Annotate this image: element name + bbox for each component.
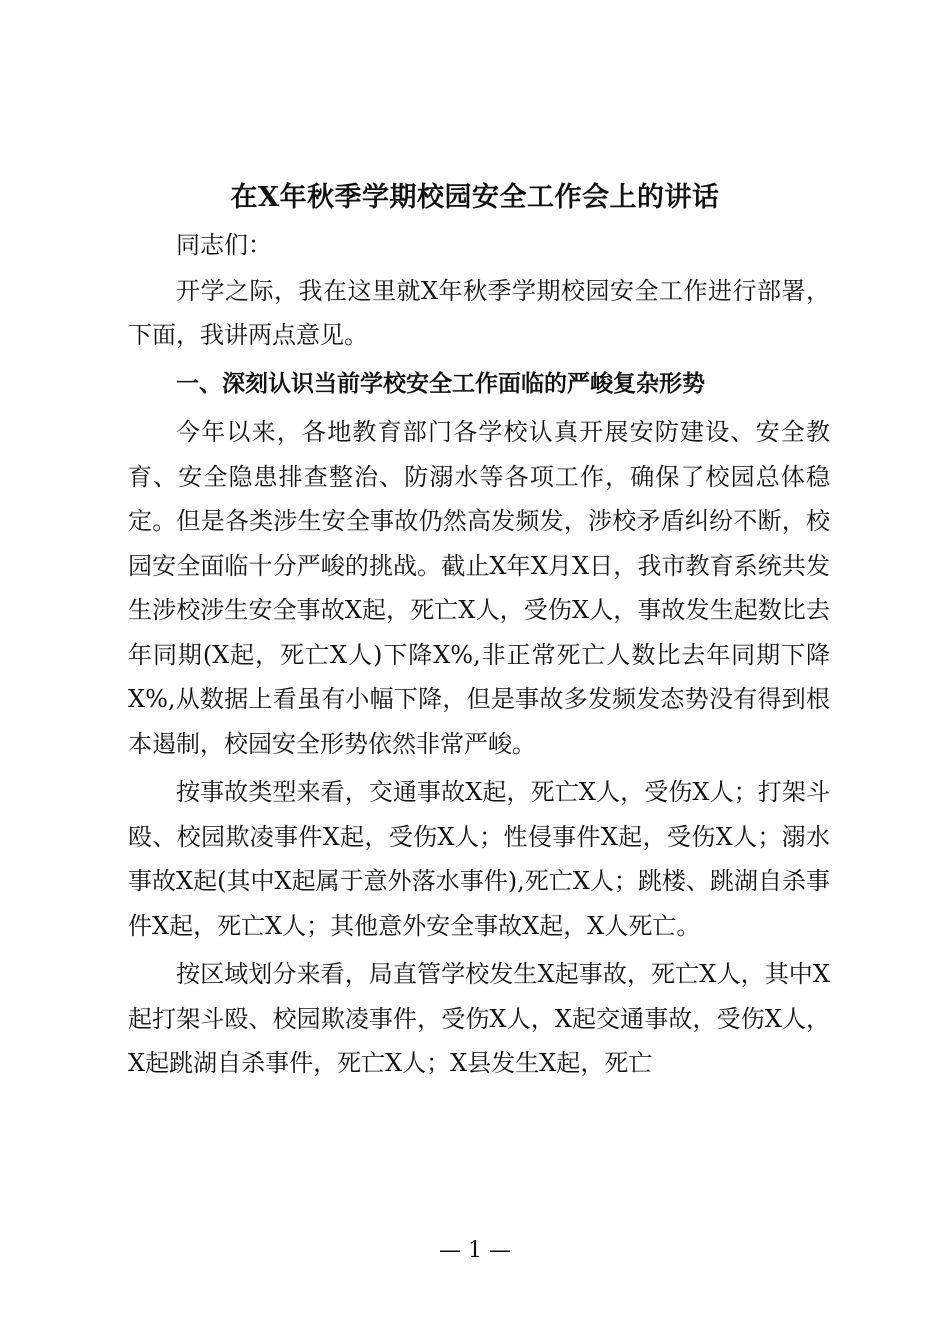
intro-paragraph: 开学之际，我在这里就X年秋季学期校园安全工作进行部署，下面，我讲两点意见。 [128,276,830,349]
document-body [128,223,830,1090]
page-number: — 1 — [439,1238,511,1263]
section-heading: 一、深刻认识当前学校安全工作面临的严峻复杂形势 [176,370,705,397]
section-paragraph-3: 按区域划分来看，局直管学校发生X起事故，死亡X人，其中X起打架斗殴、校园欺凌事件，受伤X人，X起交通事故，受伤X人，X起跳湖自杀事件，死亡X人；X县发生X起，死亡 [128,960,830,1077]
section-paragraph-2: 按事故类型来看，交通事故X起，死亡X人，受伤X人；打架斗殴、校园欺凌事件X起，受伤X人；性侵事件X起，受伤X人；溺水事故X起(其中X起属于意外落水事件),死亡X人；跳楼、跳湖自杀事件X起，死亡X人；其他意外安全事故X起，X人死亡。 [128,778,830,940]
salutation: 同志们： [176,231,272,259]
document-title: 在X年秋季学期校园安全工作会上的讲话 [230,182,720,213]
section-paragraph-1: 今年以来，各地教育部门各学校认真开展安防建设、安全教育、安全隐患排查整治、防溺水等各项工作，确保了校园总体稳定。但是各类涉生安全事故仍然高发频发，涉校矛盾纠纷不断，校园安全面临十分严峻的挑战。截止X年X月X日，我市教育系统共发生涉校涉生安全事故X起，死亡X人，受伤X人，事故发生起数比去年同期(X起，死亡X人)下降X%,非正常死亡人数比去年同期下降X%,从数据上看虽有小幅下降，但是事故多发频发态势没有得到根本遏制，校园安全形势依然非常严峻。 [128,418,830,758]
